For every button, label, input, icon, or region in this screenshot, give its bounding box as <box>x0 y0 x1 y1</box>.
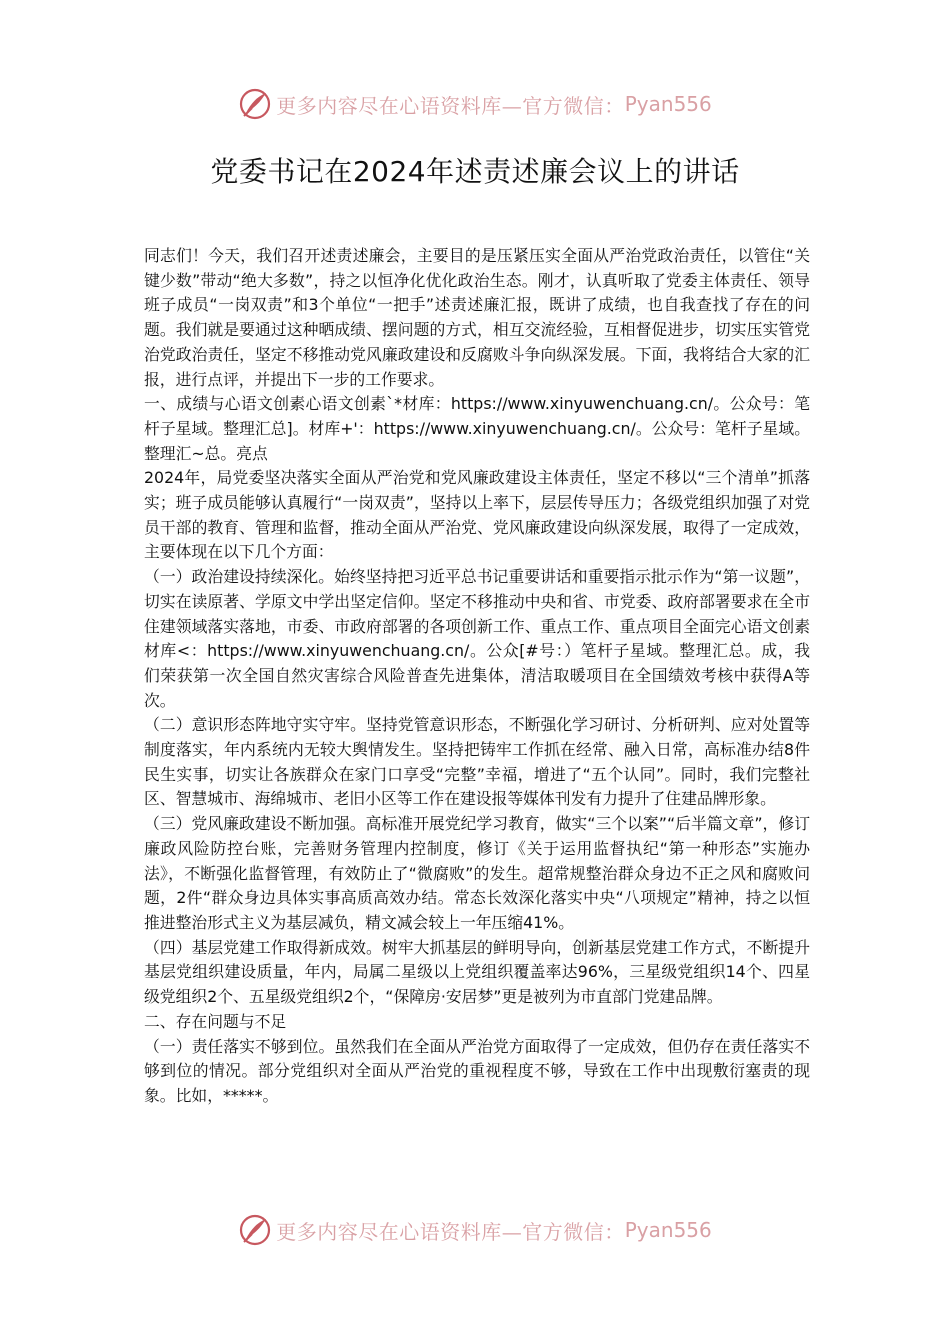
paragraph-responsibility: （一）责任落实不够到位。虽然我们在全面从严治党方面取得了一定成效，但仍存在责任落实不够到位的情况。部分党组织对全面从严治党的重视程度不够，导致在工作中出现敷衍塞责的现象。比如，*****。 <box>144 1036 810 1105</box>
quill-logo-icon <box>238 1213 272 1247</box>
paragraph-ideology: （二）意识形态阵地守实守牢。坚持党管意识形态，不断强化学习研讨、分析研判、应对处置等制度落实，年内系统内无较大舆情发生。坚持把铸牢工作抓在经常、融入日常，高标准办结8件民生实事，切实让各族群众在家门口享受“完整”幸福，增进了“五个认同”。同时，我们完整社区、智慧城市、海绵城市、老旧小区等工作在建设报等媒体刊发有力提升了住建品牌形象。 <box>144 715 810 809</box>
paragraph-2024-summary: 2024年，局党委坚决落实全面从严治党和党风廉政建设主体责任，坚定不移以“三个清单”抓落实；班子成员能够认真履行“一岗双责”，坚持以上率下，层层传导压力；各级党组织加强了对党员干部的教育、管理和监督，推动全面从严治党、党风廉政建设向纵深发展，取得了一定成效，主要体现在以下几个方面： <box>144 468 810 562</box>
header-banner-wechat-id: Pyan556 <box>624 92 712 116</box>
document-body <box>144 244 810 1109</box>
section-heading-achievements: 一、成绩与心语文创素心语文创素`*材库：https://www.xinyuwenchuang.cn/。公众号：笔杆子星域。整理汇总]。材库+'：https://www.xinyuwenchuang.cn/。公众号：笔杆子星域。整理汇~总。亮点 <box>144 394 810 463</box>
document-title: 党委书记在2024年述责述廉会议上的讲话 <box>210 155 740 188</box>
footer-banner <box>0 1210 950 1250</box>
header-banner <box>0 84 950 124</box>
header-banner-text: 更多内容尽在心语资料库—官方微信： <box>276 93 625 118</box>
paragraph-political-construction: （一）政治建设持续深化。始终坚持把习近平总书记重要讲话和重要指示批示作为“第一议题”，切实在读原著、学原文中学出坚定信仰。坚定不移推动中央和省、市党委、政府部署要求在全市住建领域落实落地，市委、市政府部署的各项创新工作、重点工作、重点项目全面完心语文创素材库<：https://www.xinyuwenchuang.cn/。公众[#号：）笔杆子星域。整理汇总。成，我们荣获第一次全国自然灾害综合风险普查先进集体，清洁取暖项目在全国绩效考核中获得A等次。 <box>144 567 810 710</box>
paragraph-grassroots: （四）基层党建工作取得新成效。树牢大抓基层的鲜明导向，创新基层党建工作方式，不断提升基层党组织建设质量，年内，局属二星级以上党组织覆盖率达96%，三星级党组织14个、四星级党组织2个、五星级党组织2个，“保障房·安居梦”更是被列为市直部门党建品牌。 <box>144 937 810 1007</box>
footer-banner-text: 更多内容尽在心语资料库—官方微信： <box>276 1219 625 1244</box>
paragraph-integrity: （三）党风廉政建设不断加强。高标准开展党纪学习教育，做实“三个以案”“后半篇文章”，修订廉政风险防控台账，完善财务管理内控制度，修订《关于运用监督执纪“第一种形态”实施办法》，不断强化监督管理，有效防止了“微腐败”的发生。超常规整治群众身边不正之风和腐败问题，2件“群众身边具体实事高质高效办结。常态长效深化落实中央“八项规定”精神，持之以恒推进整治形式主义为基层减负，精文减会较上一年压缩41%。 <box>144 814 810 932</box>
section-heading-problems: 二、存在问题与不足 <box>144 1011 287 1031</box>
paragraph-opening: 同志们！今天，我们召开述责述廉会，主要目的是压紧压实全面从严治党政治责任，以管住“关键少数”带动“绝大多数”，持之以恒净化优化政治生态。刚才，认真听取了党委主体责任、领导班子成员“一岗双责”和3个单位“一把手”述责述廉汇报，既讲了成绩，也自我查找了存在的问题。我们就是要通过这种晒成绩、摆问题的方式，相互交流经验，互相督促进步，切实压实管党治党政治责任，坚定不移推动党风廉政建设和反腐败斗争向纵深发展。下面，我将结合大家的汇报，进行点评，并提出下一步的工作要求。 <box>144 246 810 389</box>
footer-banner-wechat-id: Pyan556 <box>624 1218 712 1242</box>
quill-logo-icon <box>238 87 272 121</box>
